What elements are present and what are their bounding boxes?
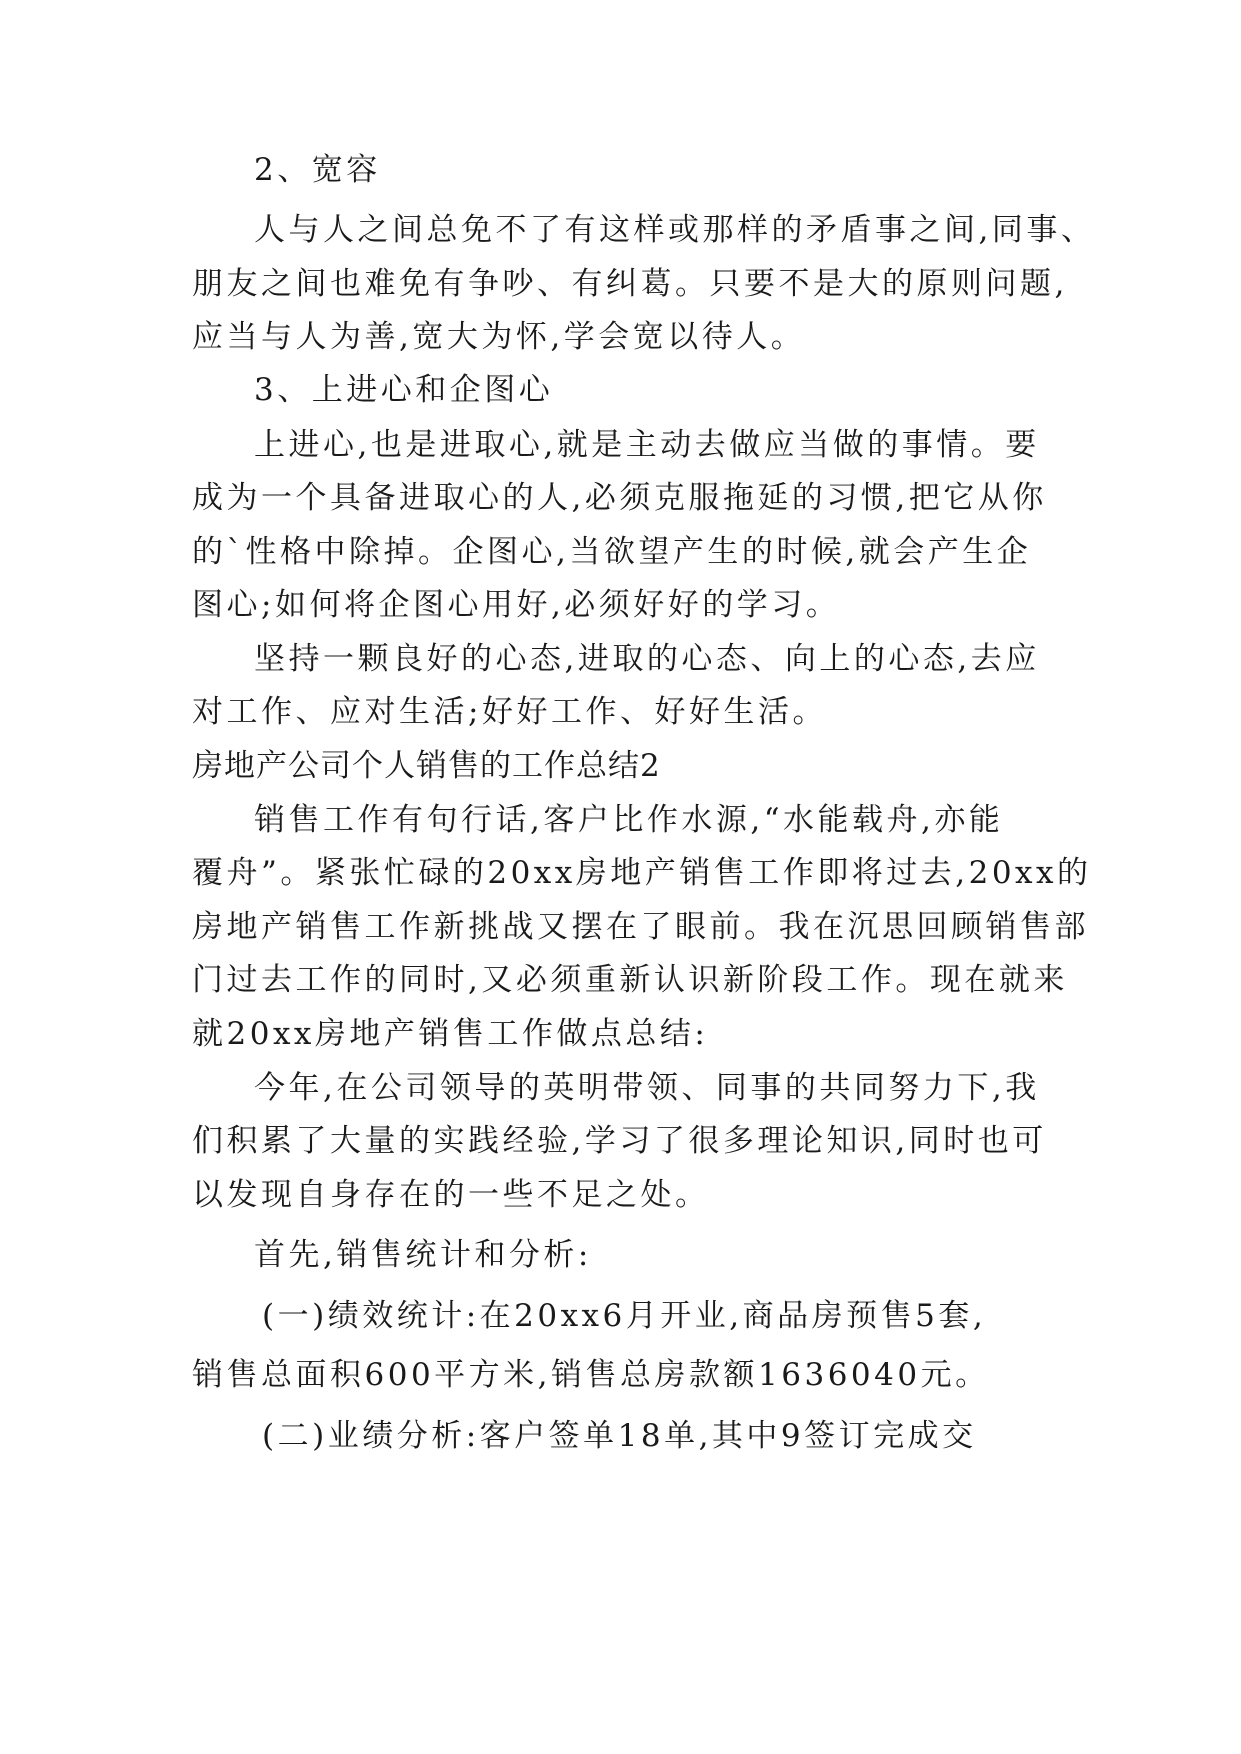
paragraph-line: 应当与人为善,宽大为怀,学会宽以待人。	[192, 319, 806, 355]
section-heading-ambition: 3、上进心和企图心	[254, 372, 554, 408]
paragraph-line: 销售总面积600平方米,销售总房款额1636040元。	[192, 1357, 990, 1393]
list-item: (一)绩效统计:在20xx6月开业,商品房预售5套,	[262, 1298, 987, 1334]
paragraph-line: 图心;如何将企图心用好,必须好好的学习。	[192, 587, 841, 623]
paragraph-line: 以发现自身存在的一些不足之处。	[192, 1177, 710, 1213]
paragraph-line: 人与人之间总免不了有这样或那样的矛盾事之间,同事、	[254, 212, 1096, 248]
paragraph-line: 销售工作有句行话,客户比作水源,“水能载舟,亦能	[254, 802, 1004, 838]
paragraph-line: 门过去工作的同时,又必须重新认识新阶段工作。现在就来	[192, 962, 1068, 998]
paragraph-line: 覆舟”。紧张忙碌的20xx房地产销售工作即将过去,20xx的	[192, 855, 1092, 891]
section-heading-tolerance: 2、宽容	[254, 152, 381, 188]
section-title: 房地产公司个人销售的工作总结2	[192, 748, 661, 784]
paragraph-line: 们积累了大量的实践经验,学习了很多理论知识,同时也可	[192, 1123, 1047, 1159]
list-item: (二)业绩分析:客户签单18单,其中9签订完成交	[262, 1418, 977, 1454]
paragraph-line: 今年,在公司领导的英明带领、同事的共同努力下,我	[254, 1070, 1040, 1106]
paragraph-line: 房地产销售工作新挑战又摆在了眼前。我在沉思回顾销售部	[192, 909, 1089, 945]
paragraph-line: 对工作、应对生活;好好工作、好好生活。	[192, 694, 827, 730]
paragraph-line: 朋友之间也难免有争吵、有纠葛。只要不是大的原则问题,	[192, 266, 1068, 302]
paragraph-line: 上进心,也是进取心,就是主动去做应当做的事情。要	[254, 427, 1040, 463]
paragraph-line: 成为一个具备进取心的人,必须克服拖延的习惯,把它从你	[192, 480, 1047, 516]
paragraph-line: 首先,销售统计和分析:	[254, 1237, 592, 1273]
paragraph-line: 就20xx房地产销售工作做点总结:	[192, 1016, 709, 1052]
paragraph-line: 坚持一颗良好的心态,进取的心态、向上的心态,去应	[254, 641, 1040, 677]
paragraph-line: 的`性格中除掉。企图心,当欲望产生的时候,就会产生企	[192, 534, 1032, 570]
